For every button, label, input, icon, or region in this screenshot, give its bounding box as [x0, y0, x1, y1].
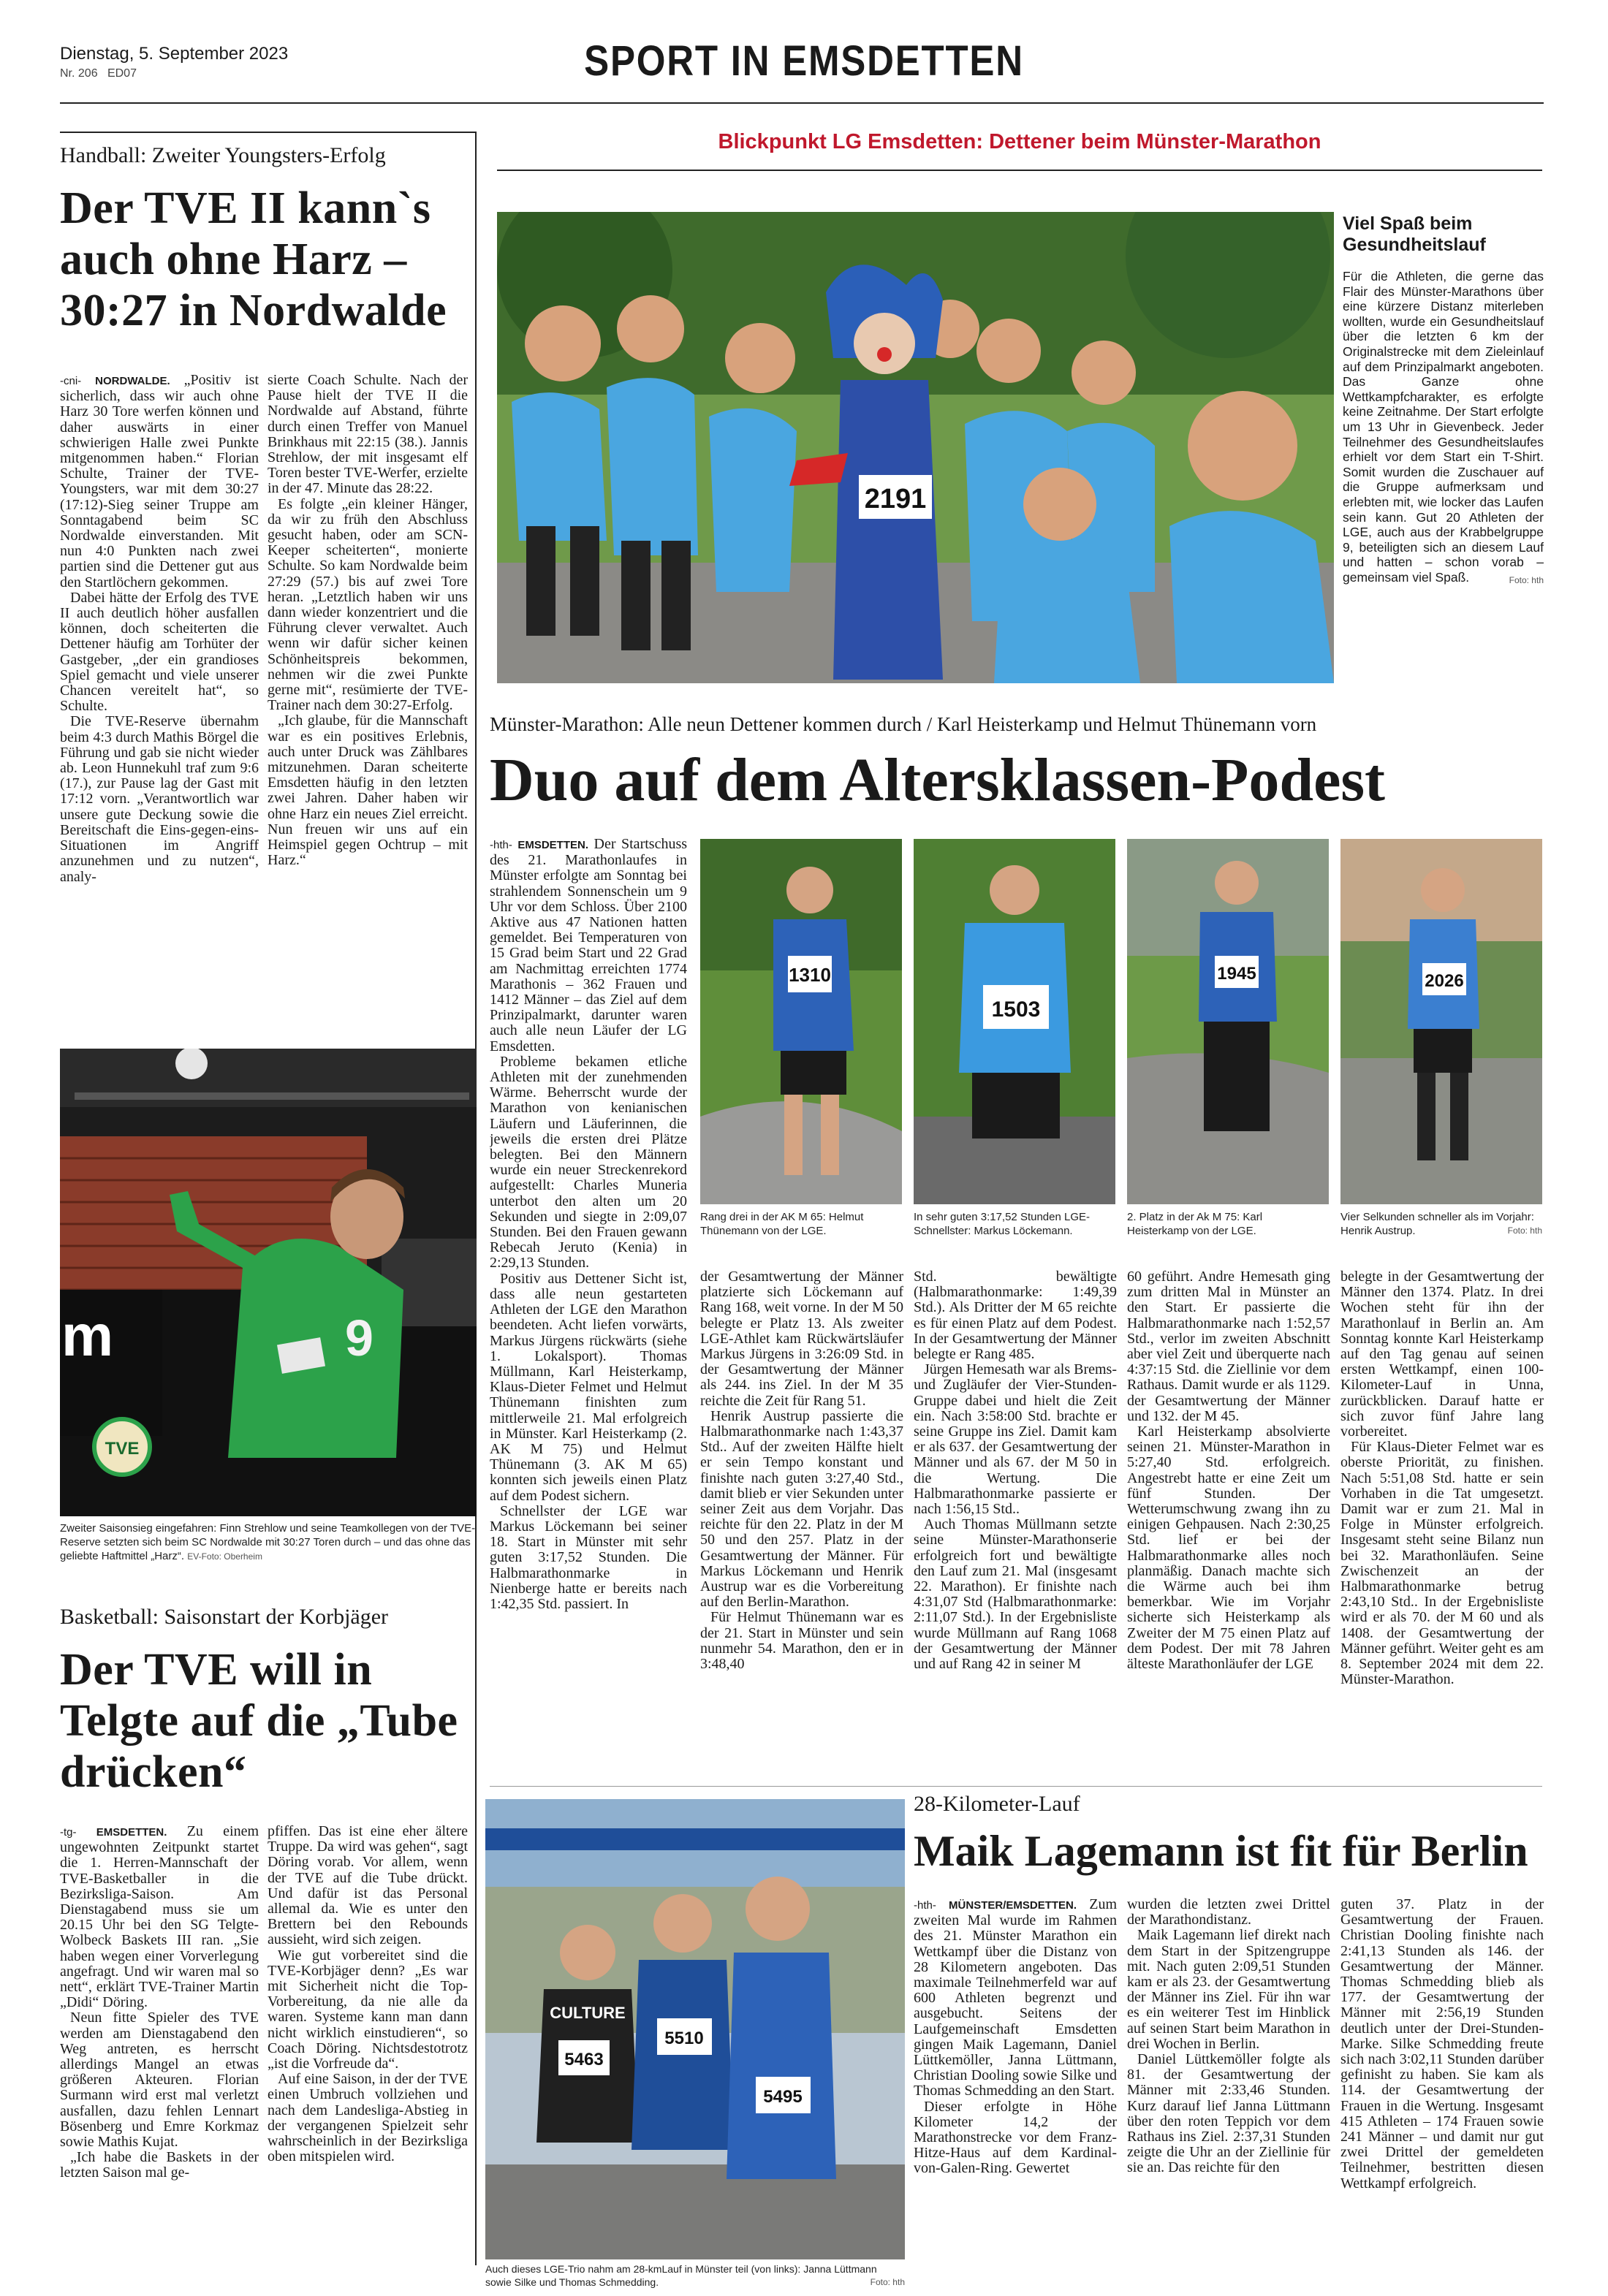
basketball-dateline-place: EMSDETTEN.	[96, 1826, 167, 1839]
handball-photo-credit: EV-Foto: Oberheim	[187, 1551, 262, 1562]
basketball-paragraph: Neun fitte Spieler des TVE werden am Dienstagabend den Weg antreten, es herrscht allerdings Mangel an etwas größeren Akteuren. Florian Surmann wird erst mal verletzt ausfallen, dazu fehlen Lennart Bösenberg und Emre Korkmaz sowie Mathis Kujat.	[60, 2010, 259, 2151]
basketball-paragraph: Zu einem ungewohnten Zeitpunkt startet die 1. Herren-Mannschaft der TVE-Basketballer in die Bezirksliga-Saison. Am Dienstagabend muss sie um 20.15 Uhr bei den SG Telgte-Wolbeck Baskets III ran. „Sie haben wegen einer Vorverlegung angefragt. Und wir waren mal so nett“, erklärt TVE-Trainer Martin „Didi“ Döring.	[60, 1824, 259, 2011]
sidebar-title: Viel Spaß beim Gesundheitslauf	[1343, 213, 1486, 255]
handball-rubric: Handball: Zweiter Youngsters-Erfolg	[60, 143, 386, 167]
marathon-paragraph: Der Startschuss des 21. Marathonlaufes in Münster erfolgte am Sonntag bei strahlendem Sonnenschein um 9 Uhr vor dem Schloss. Über 2100 Aktive aus 47 Nationen hatten gemeldet. Bei Temperaturen von 15 Grad beim Start und 22 Grad am Nachmittag erreichten 1774 Marathonis – 362 Frauen und 1412 Männer – das Ziel auf dem Prinzipalmarkt, darunter waren auch alle neun Läufer der LG Emsdetten.	[490, 837, 687, 1054]
lauf28-paragraph: wurden die letzten zwei Drittel der Marathondistanz.	[1127, 1897, 1330, 1928]
marathon-paragraph: Std. bewältigte (Halbmarathonmarke: 1:49,39 Std.). Als Dritter der M 65 reichte es für einen Platz auf dem Podest. In der Gesamtwertung der Männer belegte er Rang 485.	[914, 1269, 1117, 1363]
handball-caption-text: Zweiter Saisonsieg eingefahren: Finn Strehlow und seine Teamkollegen von der TVE-Reserve setzten sich beim SC Nordwalde mit 30:27 Toren durch – und das ohne das geliebte Haftmittel „Harz“.	[60, 1522, 476, 1562]
handball-paragraph: Es folgte „ein kleiner Hänger, da wir zu früh den Abschluss gesucht haben, oder am SCN-Keeper scheiterten“, monierte Schulte. So kam Nordwalde beim 27:29 (57.) bis auf zwei Tore heran. „Letztlich haben wir uns dann wieder konzentriert und die Führung clever verwaltet. Auch wenn wir dafür sicher keinen Schönheitspreis bekommen, nehmen wir die zwei Punkte gerne mit“, resümierte der TVE-Trainer nach dem 30:27-Erfolg.	[268, 495, 468, 714]
blickpunkt-group-photo	[497, 212, 1334, 683]
marathon-paragraph: Probleme bekamen etliche Athleten mit der zunehmenden Wärme. Beherrscht wurde der Marathon von kenianischen Läufern und Läuferinnen, die jeweils die ersten drei Plätze belegten. Bei den Männern wurde ein neuer Streckenrekord aufgestellt: Charles Muneria unterbot den alten um 20 Sekunden und siegte in 2:09,07 Stunden. Bei den Frauen gewann Rebecah Jeruto (Kenia) in 2:29,13 Stunden.	[490, 1053, 687, 1271]
handball-dateline-place: NORDWALDE.	[95, 375, 170, 387]
lauf28-paragraph: guten 37. Platz in der Gesamtwertung der Frauen. Christian Dooling finishte nach 2:41,13 Stunden als 146. der Gesamtwertung der Männer. Thomas Schmedding blieb als 177. der Gesamtwertung der Männer mit 2:56,19 Stunden deutlich unter der Drei-Stunden-Marke. Silke Schmedding freute sich nach 3:02,11 Stunden darüber gefinisht zu haben. Sie kam als 114. der Gesamtwertung der Frauen in die Wertung. Insgesamt 415 Athleten – 174 Frauen sowie 241 Männer – und damit nur gut zwei Drittel der gemeldeten Teilnehmer, bestritten diesen Wettkampf erfolgreich.	[1340, 1897, 1544, 2192]
marathon-col-d	[1127, 1269, 1330, 1776]
runner-bib: 1503	[991, 997, 1041, 1022]
handball-photo	[60, 1049, 477, 1516]
handball-top-rule	[60, 132, 477, 133]
marathon-paragraph: Schnellster der LGE war Markus Löckemann bei seiner 18. Start in Münster mit sehr guten 3:17,52 Stunden. Die Halbmarathonmarke in Nienberge hatte er bereits nach 1:42,35 Std. passiert. In	[490, 1502, 687, 1612]
handball-paragraph: „Positiv ist sicherlich, dass wir auch ohne Harz 30 Tore werfen können und daher auswärts in einer schwierigen Halle zwei Punkte mitgenommen haben.“ Florian Schulte, Trainer der TVE-Youngsters, war mit dem 30:27 (17:12)-Sieg seiner Truppe am Sonntagabend beim SC Nordwalde einverstanden. Mit nun 4:0 Punkten nach zwei partien sind die Dettener gut aus den Startlöchern gekommen.	[60, 373, 259, 590]
handball-col-2	[268, 373, 468, 1016]
svg-text:m: m	[61, 1303, 114, 1368]
basketball-paragraph: pfiffen. Das ist eine eher ältere Truppe. Da wird was gehen“, sagt Döring vorab. Vor allem, wenn der TVE auf die Tube drückt. Und dafür ist das Personal allemal da. Wie es unter den Brettern bei den Rebounds aussieht, wird sich zeigen.	[268, 1824, 468, 1948]
blickpunkt-title: Blickpunkt LG Emsdetten: Dettener beim Münster-Marathon	[718, 130, 1321, 153]
marathon-paragraph: der Gesamtwertung der Männer platzierte sich Löckemann auf Rang 168, weit vorne. In der M 50 belegte er Platz 13. Als zweiter LGE-Athlet kam Rückwärtsläufer Markus Jürgens in 3:26:09 Std. in der Gesamtwertung der Männer als 244. ins Ziel. In der M 35 reichte die Zeit für Rang 51.	[700, 1269, 903, 1409]
runner-caption-austrup: Vier Selkunden schneller als im Vorjahr: Henrik Austrup.	[1340, 1211, 1534, 1237]
lauf28-divider	[490, 1786, 1542, 1787]
blickpunkt-rule	[497, 170, 1542, 171]
handball-dateline-author: -cni-	[60, 375, 82, 387]
runner-bib: 2026	[1425, 971, 1464, 991]
runner-bib: 1310	[789, 964, 831, 986]
basketball-col-1	[60, 1824, 259, 2277]
marathon-paragraph: Für Klaus-Dieter Felmet war es oberste Priorität, zu finishen. Nach 5:51,08 Std. hatte er sein Vorhaben in die Tat umgesetzt. Damit war er zum 21. Mal in Folge in Münster erfolgreich. Insgesamt steht seine Bilanz nun bei 32. Marathonläufen. Seine Zwischenzeit an der Halbmarathonmarke betrug 2:43,10 Std.. In der Ergebnisliste wird er als 70. der M 60 und als 1408. der Gesamtwertung der Männer geführt. Weiter geht es am 8. September 2024 mit dem 22. Münster-Marathon.	[1340, 1439, 1544, 1688]
lauf28-paragraph: Daniel Lüttkemöller folgte als 81. der Gesamtwertung der Männer mit 2:33,46 Stunden. Kurz darauf lief Janna Lüttmann über den roten Teppich vor dem Rathaus ins Ziel. 2:37,31 Stunden zeigte die Uhr an der Ziellinie für sie an. Das reichte für den	[1127, 2051, 1330, 2176]
marathon-col-a	[490, 837, 687, 1776]
sidebar-text: Für die Athleten, die gerne das Flair des Münster-Marathons über eine kürzere Distanz miterleben wollten, wurde ein Gesundheitslauf über die letzten 6 km der Originalstrecke mit dem Zieleinlauf auf dem Prinzipalmarkt angeboten. Das Ganze ohne Wettkampfcharakter, es erfolgte keine Zeitnahme. Der Start erfolgte um 13 Uhr in Gievenbeck. Jeder Teilnehmer des Gesundheitslaufes erhielt vor dem Start ein T-Shirt. Somit wurden die Zuschauer auf die Gruppe aufmerksam und erlebten mit, wie locker das Laufen sein kann. Gut 20 Athleten der LGE, auch aus der Krabbelgruppe 9, beteiligten sich an diesem Lauf und hatten – schon vorab – gemeinsam viel Spaß.	[1343, 269, 1544, 585]
runner-caption-thuenemann: Rang drei in der AK M 65: Helmut Thünemann von der LGE.	[700, 1211, 864, 1237]
lauf28-headline: Maik Lagemann ist fit für Berlin	[914, 1827, 1528, 1875]
lauf28-paragraph: Maik Lagemann lief direkt nach dem Start in der Spitzengruppe mit. Nach guten 2:09,51 Stunden kam er als 23. der Gesamtwertung der Männer ins Ziel. Für ihn war es ein weiterer Test im Hinblick auf seinen Start beim Marathon in drei Wochen in Berlin.	[1127, 1927, 1330, 2052]
lauf28-paragraph: Dieser erfolgte in Höhe Kilometer 14,2 der Marathonstrecke vor dem Franz-Hitze-Haus auf dem Kardinal-von-Galen-Ring. Gewertet	[914, 2098, 1117, 2177]
basketball-paragraph: Auf eine Saison, in der der TVE einen Umbruch vollziehen und nach dem Landesliga-Abstieg in der vergangenen Spielzeit sehr wahrscheinlich in der Bezirksliga oben mitspielen wird.	[268, 2071, 468, 2165]
sidebar-credit: Foto: hth	[1509, 574, 1544, 585]
runner-photo-heisterkamp	[1127, 839, 1329, 1204]
handball-paragraph: sierte Coach Schulte. Nach der Pause hielt der TVE II die Nordwalde auf Abstand, führte durch einen Treffer von Manuel Brinkhaus mit 22:15 (38.). Jannis Strehlow, der mit insgesamt elf Toren bester TVE-Werfer, erzielte in der 47. Minute das 28:22.	[268, 373, 468, 497]
runner-caption-austrup-block	[1340, 1210, 1542, 1238]
runner-photo-thuenemann	[700, 839, 902, 1204]
marathon-paragraph: Henrik Austrup passierte die Halbmarathonmarke nach 1:43,37 Std.. Auf der zweiten Hälfte hielt er sein Tempo konstant und finishte nach guten 3:27,40 Std., damit blieb er vier Sekunden unter seiner Zeit aus dem Vorjahr. Das reichte für den 22. Platz in der M 50 und den 257. Platz in der Gesamtwertung der Männer. Für Markus Löckemann und Henrik Austrup war es die Vorbereitung auf den Berlin-Marathon.	[700, 1407, 903, 1611]
marathon-paragraph: Positiv aus Dettener Sicht ist, dass alle neun gestarteten Athleten der LGE den Marathon beendeten. Acht liefen vorwärts, Markus Jürgens rückwärts (siehe 1. Lokalsport). Thomas Müllmann, Karl Heisterkamp, Klaus-Dieter Felmet und Helmut Thünemann finishten zum mittlerweile 21. Mal erfolgreich in Münster. Karl Heisterkamp (2. AK M 75) und Helmut Thünemann (3. AK M 65) konnten sich jeweils einen Platz auf dem Podest sichern.	[490, 1270, 687, 1504]
lauf28-col-2	[1127, 1897, 1330, 2277]
handball-col-1	[60, 373, 259, 1016]
lauf28-caption-text: Auch dieses LGE-Trio nahm am 28-kmLauf in Münster teil (von links): Janna Lüttmann sowie Silke und Thomas Schmedding.	[485, 2263, 877, 2288]
lauf28-bib: 5510	[664, 2029, 704, 2048]
marathon-col-e	[1340, 1269, 1544, 1776]
basketball-headline: Der TVE will in Telgte auf die „Tube drücken“	[60, 1645, 458, 1797]
lauf28-col-1	[914, 1897, 1117, 2277]
handball-paragraph: „Ich glaube, für die Mannschaft war es ein positives Erlebnis, auch unter Druck was Zählbares mitzunehmen. Daran scheiterte Emsdetten häufig in den letzten zwei Jahren. Daher haben wir ohne Harz ein neues Ziel erreicht. Nun freuen wir uns auf ein Heimspiel gegen Ochtrup – mit Harz.“	[268, 712, 468, 869]
marathon-paragraph: Für Helmut Thünemann war es der 21. Start in Münster und sein nunmehr 54. Marathon, den er in 3:48,40	[700, 1609, 903, 1673]
header-edition: ED07	[107, 67, 137, 80]
header-date: Dienstag, 5. September 2023	[60, 44, 289, 64]
handball-jersey-number: 9	[345, 1309, 373, 1366]
marathon-paragraph: Auch Thomas Müllmann setzte seine Münster-Marathonserie erfolgreich fort und bewältigte den Lauf zum 21. Mal (insgesamt 22. Marathon). Er finishte nach 4:31,07 Std (Halbmarathonmarke: 2:11,07 Std.). In der Ergebnisliste wurde Müllmann auf Rang 1068 der Gesamtwertung der Männer und auf Rang 42 in seiner M	[914, 1516, 1117, 1673]
runner-photo-loeckemann	[914, 839, 1115, 1204]
basketball-paragraph: „Ich habe die Baskets in der letzten Saison mal ge-	[60, 2149, 259, 2181]
lauf28-photo-credit: Foto: hth	[870, 2277, 905, 2287]
marathon-col-b	[700, 1269, 903, 1776]
svg-text:TVE: TVE	[105, 1439, 140, 1459]
basketball-dateline-author: -tg-	[60, 1826, 77, 1839]
marathon-rubric: Münster-Marathon: Alle neun Dettener kommen durch / Karl Heisterkamp und Helmut Thünemann vorn	[490, 713, 1317, 735]
basketball-rubric: Basketball: Saisonstart der Korbjäger	[60, 1605, 389, 1629]
runner-caption-loeckemann: In sehr guten 3:17,52 Stunden LGE-Schnellster: Markus Löckemann.	[914, 1211, 1091, 1237]
lauf28-paragraph: Zum zweiten Mal wurde im Rahmen des 21. Münster Marathon ein Wettkampf über die Distanz von 28 Kilometern angeboten. Das maximale Teilnehmerfeld war auf 600 Athleten begrenzt und ausgebucht. Seitens der Laufgemeinschaft Emsdetten gingen Maik Lagemann, Daniel Lüttkemöller, Janna Lüttmann, Christian Dooling sowie Silke und Thomas Schmedding an den Start.	[914, 1897, 1117, 2099]
handball-paragraph: Die TVE-Reserve übernahm beim 4:3 durch Mathis Börgel die Führung und gab sie nicht wieder ab. Leon Hunnekuhl traf zum 9:6 (17.), zur Pause lag der Gast mit 17:12 vorn. „Verantwortlich war unsere gute Deckung sowie die Bereitschaft die Eins-gegen-eins-Situationen im Angriff anzunehmen und zu nutzen“, analy-	[60, 713, 259, 885]
runner-photo-credit: Foto: hth	[1507, 1225, 1542, 1236]
lauf28-bib: 5463	[564, 2050, 604, 2069]
lauf28-bib: 5495	[763, 2087, 803, 2107]
runner-caption-heisterkamp: 2. Platz in der Ak M 75: Karl Heisterkamp von der LGE.	[1127, 1211, 1263, 1237]
handball-photo-caption	[60, 1521, 477, 1564]
basketball-col-2	[268, 1824, 468, 2277]
lauf28-shirt-text: CULTURE	[550, 2004, 626, 2022]
lauf28-dateline-author: -hth-	[914, 1899, 936, 1912]
handball-headline: Der TVE II kann`s auch ohne Harz – 30:27 in Nordwalde	[60, 183, 447, 335]
marathon-paragraph: Jürgen Hemesath war als Brems- und Zugläufer der Vier-Stunden-Gruppe dabei und hielt die Zeit ein. Nach 3:58:00 Std. brachte er seine Gruppe ins Ziel. Damit kam er als 637. der Gesamtwertung der Männer und als 67. der M 50 in die Wertung. Die Halbmarathonmarke passierte er nach 1:56,15 Std..	[914, 1361, 1117, 1518]
header-rule	[60, 102, 1544, 104]
header-issue: Nr. 206	[60, 67, 98, 80]
section-title: SPORT IN EMSDETTEN	[584, 37, 1024, 85]
blickpunkt-bib: 2191	[864, 484, 927, 514]
marathon-paragraph: Karl Heisterkamp absolvierte seinen 21. Münster-Marathon in 5:27,40 Std. erfolgreich. Angestrebt hatte er eine Zeit um fünf Stunden. Der Wetterumschwung zwang ihn zu einigen Gehpausen. Nach 2:30,25 Std. lief er bei der Halbmarathonmarke alles noch planmäßig. Danach machte sich die Wärme auch bei ihm bemerkbar. Wie im Vorjahr sicherte sich Heisterkamp als Zweiter der M 75 einen Platz auf dem Podest. Der mit 78 Jahren älteste Marathonläufer der LGE	[1127, 1423, 1330, 1673]
handball-paragraph: Dabei hätte der Erfolg des TVE II auch deutlich höher ausfallen können, doch scheiterten die Dettener häufig am Torhüter der Gastgeber, „der ein grandioses Spiel gemacht und viele unserer Chancen vereitelt hat“, so Schulte.	[60, 589, 259, 715]
marathon-headline: Duo auf dem Altersklassen-Podest	[490, 746, 1386, 814]
runner-photo-austrup	[1340, 839, 1542, 1204]
lauf28-photo	[485, 1799, 905, 2259]
marathon-paragraph: 60 geführt. Andre Hemesath ging zum dritten Mal in Münster an den Start. Er passierte die Halbmarathonmarke nach 1:52,57 Std., verlor im zweiten Abschnitt aber viel Zeit und überquerte nach 4:37:15 Std. die Ziellinie vor dem Rathaus. Damit wurde er als 1129. der Gesamtwertung der Männer und 132. der M 45.	[1127, 1269, 1330, 1424]
basketball-paragraph: Wie gut vorbereitet sind die TVE-Korbjäger denn? „Es war mit Sicherheit nicht die Top-Vorbereitung, da nie alle da waren. Systeme kann man dann nicht wirklich einstudieren“, so Coach Döring. Nichtsdestotrotz „ist die Vorfreude da“.	[268, 1947, 468, 2072]
lauf28-col-3	[1340, 1897, 1544, 2277]
marathon-dateline-place: EMSDETTEN.	[517, 839, 589, 851]
runner-bib: 1945	[1217, 964, 1256, 984]
lauf28-rubric: 28-Kilometer-Lauf	[914, 1792, 1080, 1816]
marathon-paragraph: belegte in der Gesamtwertung der Männer den 1374. Platz. In drei Wochen steht für ihn der Marathonlauf in Berlin an. Am Sonntag konnte Karl Heisterkamp auf den Tag genau auf seinen ersten Wettkampf, einen 100-Kilometer-Lauf in Unna, zurückblicken. Darauf hatte er sich zuvor fünf Jahre lang vorbereitet.	[1340, 1269, 1544, 1440]
marathon-col-c	[914, 1269, 1117, 1776]
sidebar-text-block	[1343, 269, 1544, 588]
marathon-dateline-author: -hth-	[490, 839, 512, 851]
lauf28-dateline-place: MÜNSTER/EMSDETTEN.	[949, 1899, 1077, 1912]
lauf28-caption	[485, 2262, 905, 2289]
